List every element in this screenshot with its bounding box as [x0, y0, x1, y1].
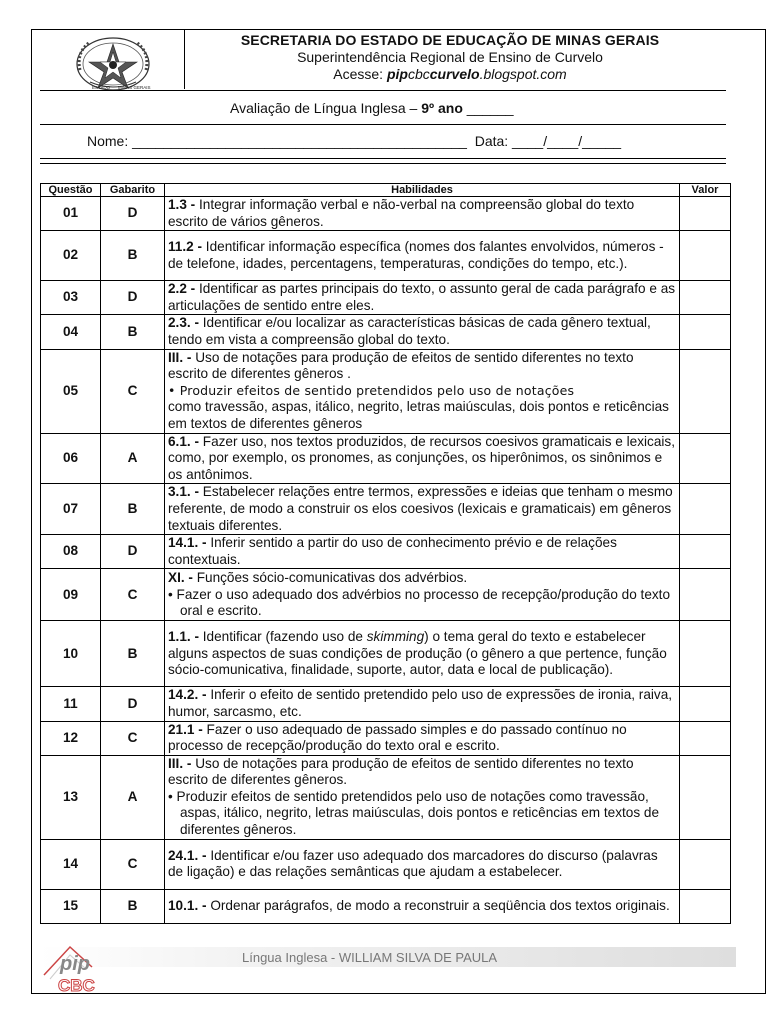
name-date-field[interactable]: Nome: ___________________________________________ Data: ____/____/_____: [87, 133, 622, 149]
answer-key: B: [101, 484, 165, 535]
value-cell[interactable]: [680, 889, 731, 923]
skill-text: Estabelecer relações entre termos, expressões e ideias que tenham o mesmo referente, de modo a construir os elos coesivos (lexicais e gramaticais) em gêneros textuais diferentes.: [168, 484, 673, 533]
table-row: [41, 535, 731, 569]
skill-code: 1.1. -: [168, 628, 199, 644]
value-cell[interactable]: [680, 281, 731, 315]
skill-code: III. -: [168, 755, 192, 771]
skill-text: Inferir o efeito de sentido pretendido pelo uso de expressões de ironia, raiva, humor, sarcasmo, etc.: [168, 687, 673, 719]
value-cell[interactable]: [680, 621, 731, 687]
value-cell[interactable]: [680, 315, 731, 349]
skill-text: Integrar informação verbal e não-verbal na compreensão global do texto escrito de vários gêneros.: [168, 197, 635, 229]
question-number: 12: [41, 721, 101, 755]
answer-key: B: [101, 315, 165, 349]
table-row: [41, 197, 731, 231]
skill-description: [165, 281, 680, 315]
skill-code: 1.3 -: [168, 197, 196, 212]
skill-description: [165, 721, 680, 755]
skill-text-continued: ) o tema geral do texto e estabelecer alguns aspectos de suas condições de produção (o gênero a que pertence, função sócio-comunicativa, finalidade, suporte, autor, data e local de publicação).: [168, 628, 667, 678]
table-row: [41, 687, 731, 721]
question-number: 09: [41, 569, 101, 621]
value-cell[interactable]: [680, 755, 731, 839]
question-number: 14: [41, 839, 101, 889]
skill-code: III. -: [168, 349, 192, 365]
skill-description: [165, 535, 680, 569]
question-number: 07: [41, 484, 101, 535]
question-number: 10: [41, 621, 101, 687]
table-row: [41, 621, 731, 687]
skill-code: 11.2 -: [168, 239, 203, 255]
skill-text: Uso de notações para produção de efeitos de sentido diferentes no texto escrito de diferentes gêneros.: [168, 755, 634, 788]
skill-description: [165, 755, 680, 839]
skill-description: [165, 349, 680, 433]
name-rule-2: [40, 163, 726, 164]
question-number: 15: [41, 889, 101, 923]
answer-key: C: [101, 569, 165, 621]
skill-bullet-continued: como travessão, aspas, itálico, negrito, letras maiúsculas, dois pontos e reticências em textos de diferentes gêneros: [168, 399, 669, 431]
evaluation-title: Avaliação de Língua Inglesa – 9º ano ______: [230, 100, 514, 116]
answer-key: C: [101, 349, 165, 433]
header-valor: Valor: [680, 184, 731, 197]
skill-description: [165, 484, 680, 535]
skill-bullet: • Produzir efeitos de sentido pretendidos pelo uso de notações: [168, 382, 575, 398]
skill-text: Identificar informação específica (nomes dos falantes envolvidos, números - de telefone, idades, percentagens, temperaturas, condições do tempo, etc.).: [168, 239, 664, 271]
header-gabarito: Gabarito: [101, 184, 165, 197]
page-title: SECRETARIA DO ESTADO DE EDUCAÇÃO DE MINAS GERAIS: [240, 32, 660, 48]
name-rule-1: [40, 158, 726, 159]
table-row: [41, 231, 731, 281]
question-number: 05: [41, 349, 101, 433]
table-row: [41, 889, 731, 923]
skill-text: Identificar e/ou fazer uso adequado dos marcadores do discurso (palavras de ligação) e das relações semânticas que ajudam a estabelecer.: [168, 847, 658, 880]
answer-key: B: [101, 889, 165, 923]
access-url: Acesse: pipcbccurvelo.blogspot.com: [333, 66, 567, 82]
value-cell[interactable]: [680, 231, 731, 281]
svg-text:CBC: CBC: [58, 976, 95, 995]
table-row: [41, 755, 731, 839]
table-row: [41, 281, 731, 315]
value-cell[interactable]: [680, 484, 731, 535]
footer-author: Língua Inglesa - WILLIAM SILVA DE PAULA: [242, 950, 498, 965]
answer-key: D: [101, 197, 165, 231]
state-seal-logo: [70, 32, 156, 94]
header-rule: [40, 90, 726, 91]
skill-code: 2.2 -: [168, 281, 196, 297]
skill-text: Identificar e/ou localizar as características básicas de cada gênero textual, tendo em vista a compreensão global do texto.: [168, 315, 651, 347]
skill-description: [165, 569, 680, 621]
answer-key: D: [101, 281, 165, 315]
question-number: 02: [41, 231, 101, 281]
skill-description: [165, 621, 680, 687]
svg-text:ESTADO: ESTADO: [92, 85, 111, 90]
skill-text: Funções sócio-comunicativas dos advérbios.: [192, 569, 468, 585]
question-number: 11: [41, 687, 101, 721]
question-number: 06: [41, 433, 101, 484]
evaluation-rule: [40, 124, 726, 125]
skill-code: XI. -: [168, 569, 193, 585]
answer-key-table: [40, 183, 731, 924]
skill-description: [165, 315, 680, 349]
skill-text: Identificar (fazendo uso de: [198, 628, 367, 644]
value-cell[interactable]: [680, 839, 731, 889]
skill-description: [165, 889, 680, 923]
skill-description: [165, 433, 680, 484]
answer-key: A: [101, 755, 165, 839]
skill-description: [165, 839, 680, 889]
skill-code: 14.2. -: [168, 687, 207, 703]
skill-description: [165, 231, 680, 281]
value-cell[interactable]: [680, 721, 731, 755]
skill-code: 14.1. -: [168, 535, 207, 551]
answer-key: B: [101, 621, 165, 687]
table-row: [41, 349, 731, 433]
value-cell[interactable]: [680, 569, 731, 621]
svg-text:MINAS GERAIS: MINAS GERAIS: [118, 85, 151, 90]
table-header-row: [41, 184, 731, 197]
table-row: [41, 315, 731, 349]
header-habilidades: Habilidades: [165, 184, 680, 197]
skill-bullet: • Fazer o uso adequado dos advérbios no processo de recepção/produção do texto oral e escrito.: [168, 586, 671, 619]
skill-code: 3.1. -: [168, 484, 199, 500]
answer-key: D: [101, 687, 165, 721]
question-number: 01: [41, 197, 101, 231]
skill-code: 24.1. -: [168, 847, 207, 863]
skill-code: 2.3. -: [168, 315, 199, 331]
answer-key: C: [101, 721, 165, 755]
table-row: [41, 839, 731, 889]
skill-text: Identificar as partes principais do texto, o assunto geral de cada parágrafo e as articulações de sentido entre eles.: [168, 281, 676, 313]
answer-key: D: [101, 535, 165, 569]
table-row: [41, 433, 731, 484]
answer-key: A: [101, 433, 165, 484]
table-row: [41, 484, 731, 535]
skill-text: Uso de notações para produção de efeitos de sentido diferentes no texto escrito de diferentes gêneros .: [168, 349, 634, 382]
page-subtitle: Superintendência Regional de Ensino de Curvelo: [297, 49, 603, 65]
skill-code: 21.1 -: [168, 721, 203, 737]
table-row: [41, 569, 731, 621]
pip-cbc-logo: [40, 935, 120, 999]
value-cell[interactable]: [680, 535, 731, 569]
header-questao: Questão: [41, 184, 101, 197]
value-cell[interactable]: [680, 687, 731, 721]
answer-key: C: [101, 839, 165, 889]
skill-bullet: • Produzir efeitos de sentido pretendidos pelo uso de notações como travessão, aspas, itálico, negrito, letras maiúsculas, dois pontos e reticências em textos de diferentes gêneros.: [168, 788, 660, 838]
value-cell[interactable]: [680, 433, 731, 484]
skill-text: Inferir sentido a partir do uso de conhecimento prévio e de relações contextuais.: [168, 535, 617, 567]
skill-code: 6.1. -: [168, 433, 199, 449]
table-row: [41, 721, 731, 755]
value-cell[interactable]: [680, 349, 731, 433]
skill-text: Ordenar parágrafos, de modo a reconstruir a seqüência dos textos originais.: [206, 897, 670, 913]
question-number: 13: [41, 755, 101, 839]
skill-text: Fazer o uso adequado de passado simples e do passado contínuo no processo de recepção/produção do texto oral e escrito.: [168, 721, 627, 754]
value-cell[interactable]: [680, 197, 731, 231]
question-number: 03: [41, 281, 101, 315]
skill-description: [165, 687, 680, 721]
skill-text: Fazer uso, nos textos produzidos, de recursos coesivos gramaticais e lexicais, como, por exemplo, os pronomes, as conjunções, os hiperônimos, os sinônimos e os antônimos.: [168, 433, 675, 482]
question-number: 04: [41, 315, 101, 349]
question-number: 08: [41, 535, 101, 569]
skill-italic-term: skimming: [366, 628, 425, 644]
answer-key: B: [101, 231, 165, 281]
skill-code: 10.1. -: [168, 897, 207, 913]
svg-text:pip: pip: [60, 953, 90, 975]
skill-description: [165, 197, 680, 231]
